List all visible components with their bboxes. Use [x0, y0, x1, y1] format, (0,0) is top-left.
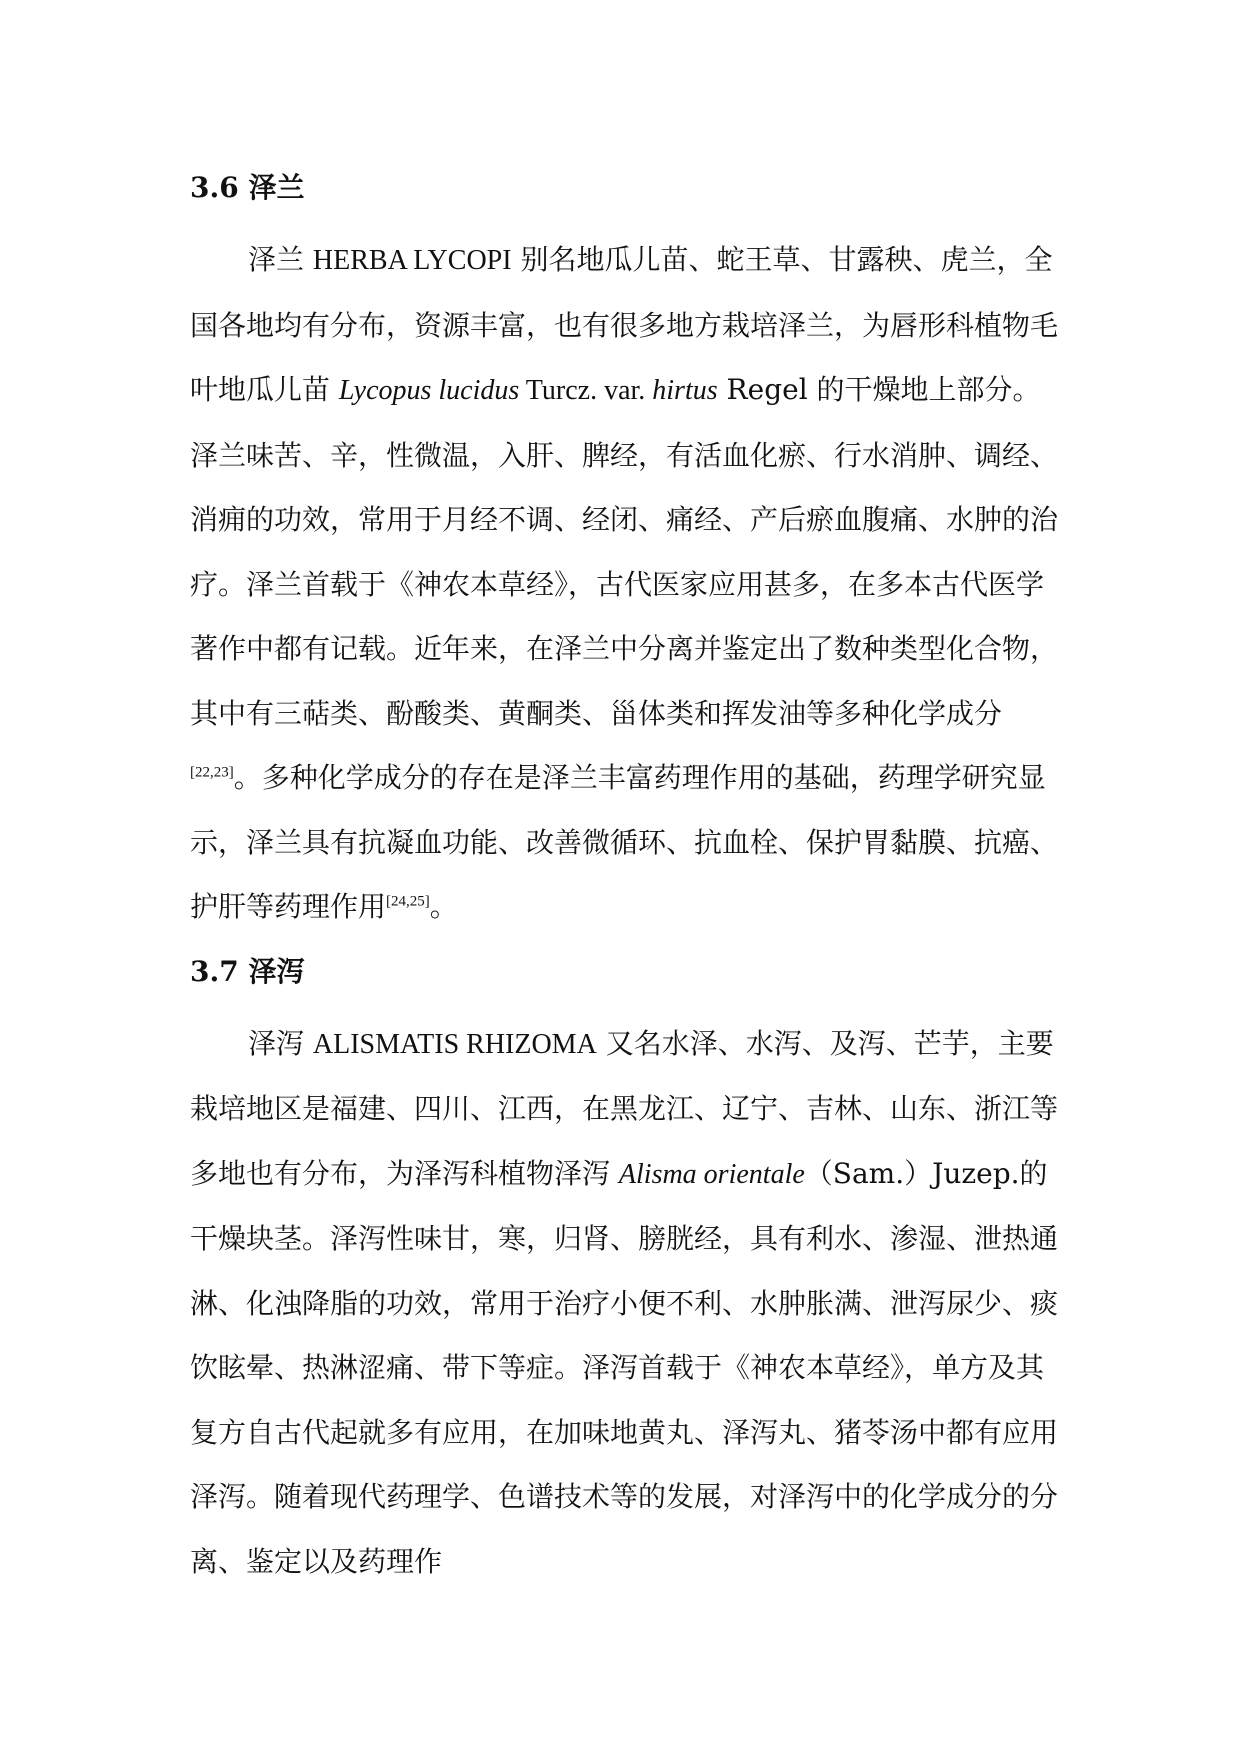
- text-run: Turcz. var.: [519, 375, 653, 406]
- text-run: （Sam.）Juzep.的干燥块茎。泽泻性味甘，寒，归肾、膀胱经，具有利水、渗湿、泄热通淋、化浊降脂的功效，常用于治疗小便不利、水肿胀满、泄泻尿少、痰饮眩晕、热淋涩痛、带下等症。泽泻首载于《神农本草经》，单方及其复方自古代起就多有应用，在加味地黄丸、泽泻丸、猪苓汤中都有应用泽泻。随着现代药理学、色谱技术等的发展，对泽泻中的化学成分的分离、鉴定以及药理作: [190, 1156, 1059, 1578]
- section-heading-3-7: 3.7 泽泻: [190, 954, 305, 988]
- text-run: 泽泻: [248, 1026, 313, 1060]
- latin-drug-name: ALISMATIS RHIZOMA: [312, 1028, 597, 1060]
- paragraph-zelan: [190, 228, 1060, 940]
- text-run: 泽兰: [248, 243, 313, 276]
- latin-drug-name: HERBA LYCOPI: [312, 245, 512, 276]
- text-run: 别名地瓜儿苗、蛇王草、甘露秧、虎兰，全国各地均有分布，资源丰富，也有很多地方栽培泽兰，为唇形科植物毛叶地瓜儿苗: [190, 243, 1059, 406]
- citation-ref: [24,25]: [386, 893, 430, 910]
- text-run: 又名水泽、水泻、及泻、芒芋，主要栽培地区是福建、四川、江西，在黑龙江、辽宁、吉林、山东、浙江等多地也有分布，为泽泻科植物泽泻: [190, 1026, 1059, 1190]
- citation-ref: [22,23]: [190, 764, 234, 781]
- species-name: Lycopus lucidus: [338, 375, 520, 406]
- text-run: Regel 的干燥地上部分。泽兰味苦、辛，性微温，入肝、脾经，有活血化瘀、行水消肿、调经、消痈的功效，常用于月经不调、经闭、痛经、产后瘀血腹痛、水肿的治疗。泽兰首载于《神农本草经》，古代医家应用甚多，在多本古代医学著作中都有记载。近年来，在泽兰中分离并鉴定出了数种类型化合物，其中有三萜类、酚酸类、黄酮类、甾体类和挥发油等多种化学成分: [190, 373, 1059, 730]
- paragraph-zexie: [190, 1012, 1060, 1595]
- text-run: 。: [429, 890, 458, 923]
- species-name: Alisma orientale: [618, 1158, 805, 1190]
- document-page: [190, 150, 1060, 1594]
- section-heading-3-6: 3.6 泽兰: [190, 171, 305, 204]
- text-run: 。多种化学成分的存在是泽兰丰富药理作用的基础，药理学研究显示，泽兰具有抗凝血功能、改善微循环、抗血栓、保护胃黏膜、抗癌、护肝等药理作用: [190, 761, 1059, 923]
- variety-name: hirtus: [652, 375, 718, 406]
